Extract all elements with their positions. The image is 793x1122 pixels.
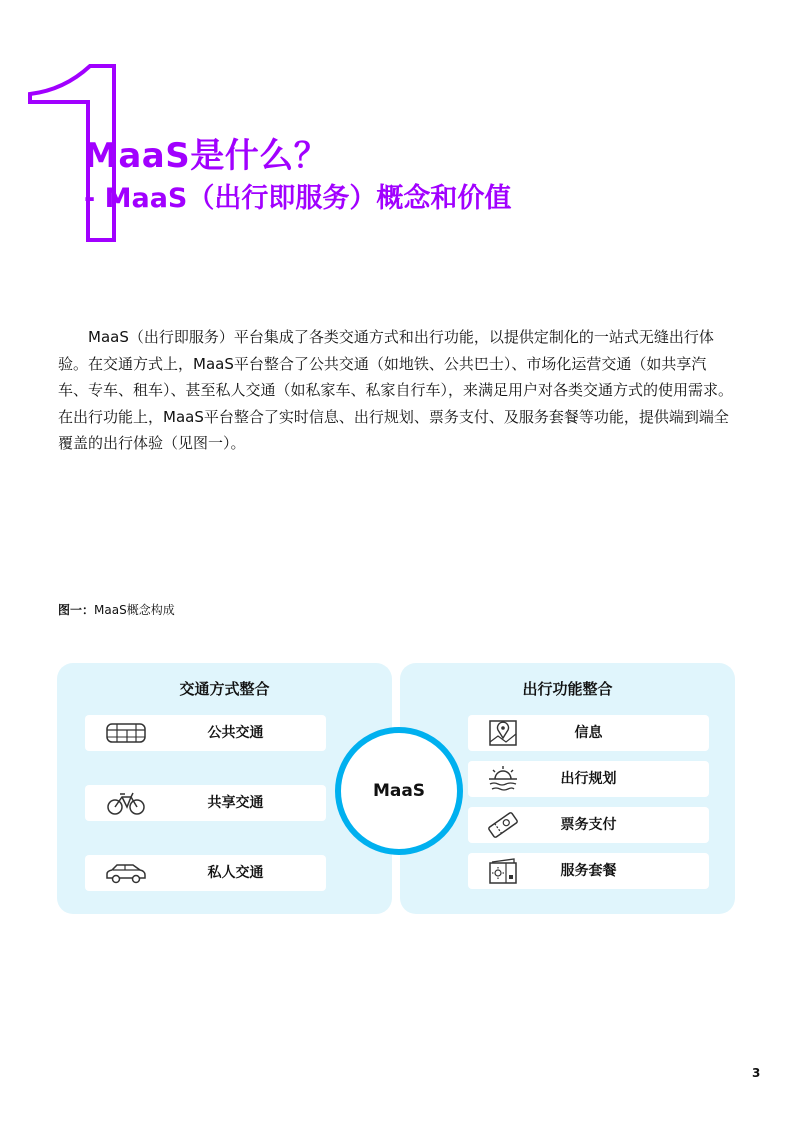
figure-caption-label: 图一： — [58, 603, 95, 617]
item-label: 私人交通 — [207, 865, 264, 881]
item-label: 公共交通 — [207, 725, 264, 741]
page-number: 3 — [752, 1066, 761, 1080]
page-subtitle: - MaaS（出行即服务）概念和价值 — [84, 183, 512, 214]
figure-caption — [58, 601, 175, 618]
intro-paragraph: MaaS（出行即服务）平台集成了各类交通方式和出行功能，以提供定制化的一站式无缝出行体验。在交通方式上，MaaS平台整合了公共交通（如地铁、公共巴士）、市场化运营交通（如共享汽车、专车、租车）、甚至私人交通（如私家车、私家自行车），来满足用户对各类交通方式的使用需求。在出行功能上，MaaS平台整合了实时信息、出行规划、票务支付、及服务套餐等功能，提供端到端全覆盖的出行体验（见图一）。 — [58, 328, 734, 453]
item-shared-transport — [85, 785, 326, 821]
item-label: 信息 — [574, 725, 603, 741]
bicycle-icon — [103, 788, 149, 818]
item-label: 服务套餐 — [560, 863, 617, 879]
item-label: 出行规划 — [560, 771, 617, 787]
car-icon — [103, 858, 149, 888]
page-title: MaaS是什么？ — [84, 136, 329, 176]
figure-caption-text: MaaS概念构成 — [94, 603, 175, 617]
item-label: 共享交通 — [207, 795, 264, 811]
maas-center-circle — [335, 727, 463, 855]
item-ticket-payment — [468, 807, 709, 843]
transport-panel-title: 交通方式整合 — [179, 680, 270, 698]
item-service-package — [468, 853, 709, 889]
item-trip-planning — [468, 761, 709, 797]
bus-icon — [103, 718, 149, 748]
item-information — [468, 715, 709, 751]
item-label: 票务支付 — [560, 817, 617, 833]
function-panel-title: 出行功能整合 — [522, 680, 613, 698]
maas-center-label: MaaS — [372, 781, 426, 801]
item-public-transport — [85, 715, 326, 751]
item-private-transport — [85, 855, 326, 891]
